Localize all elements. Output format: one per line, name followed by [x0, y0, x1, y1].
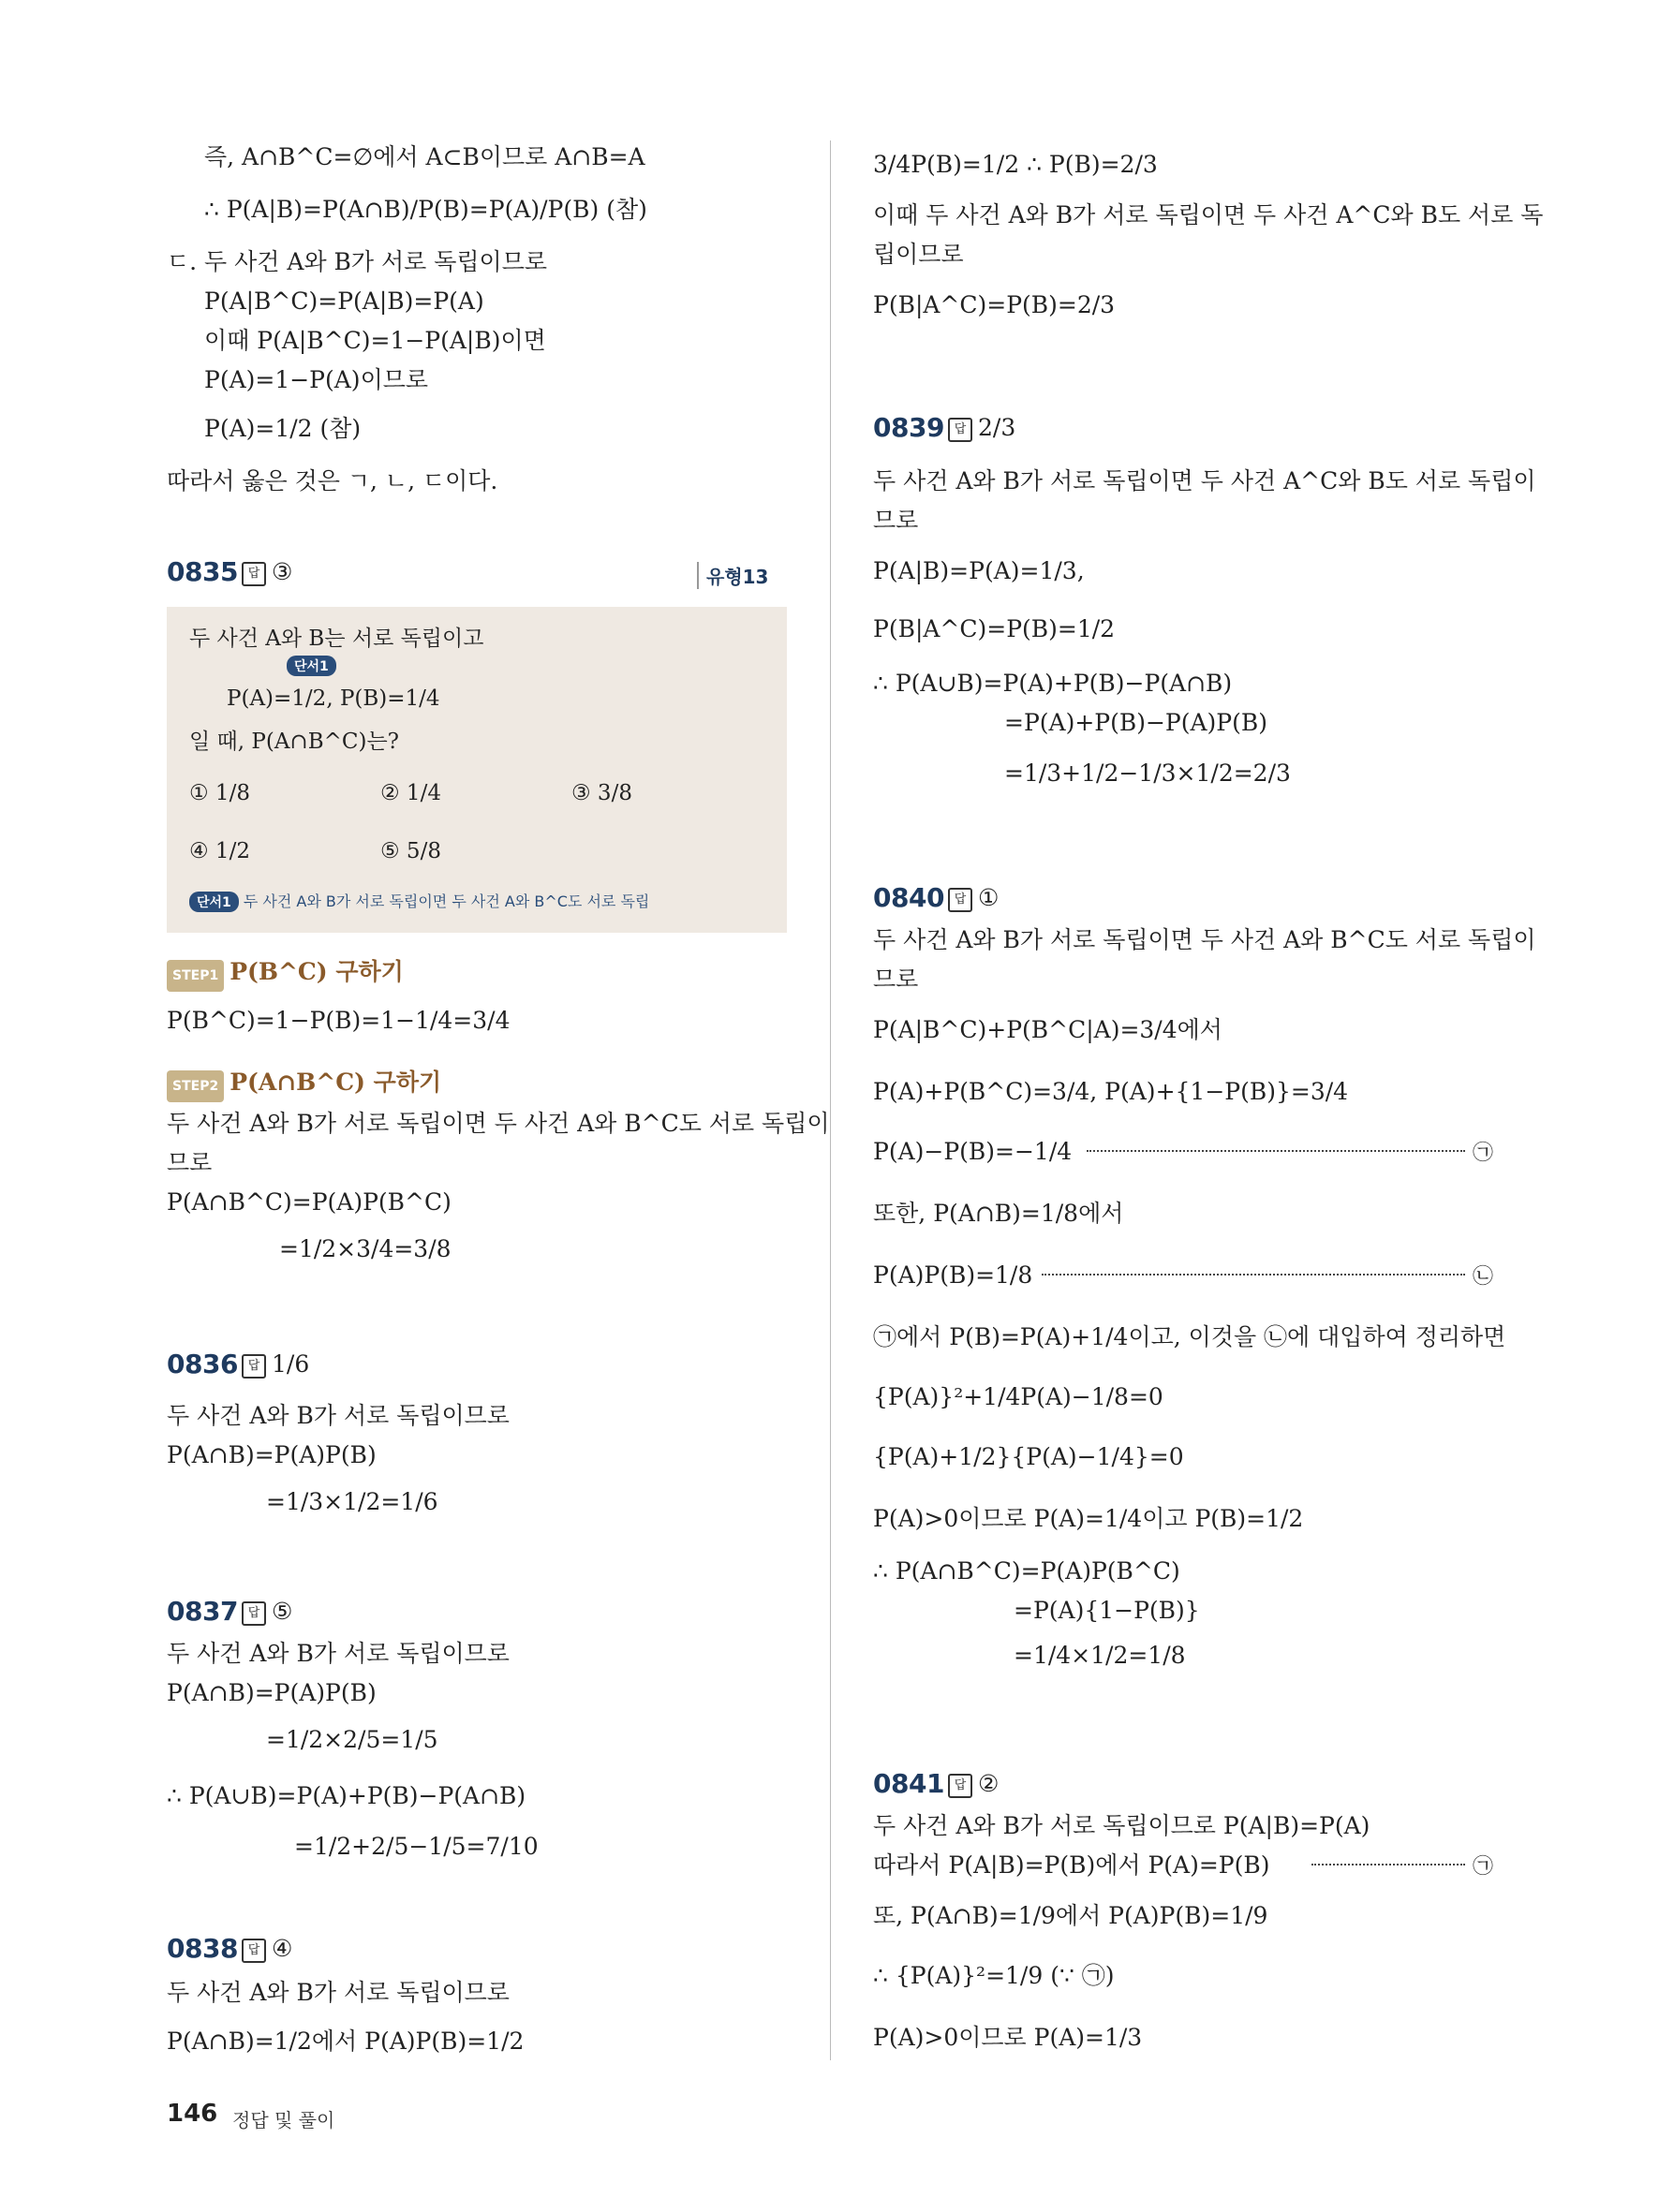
text-line: P(A)>0이므로 P(A)=1/4이고 P(B)=1/2	[873, 1505, 1304, 1532]
text-line: P(A|B)=P(A)=1/3,	[873, 557, 1085, 584]
text-line: P(A)P(B)=1/8	[873, 1261, 1033, 1289]
text-line: =1/2×2/5=1/5	[266, 1726, 438, 1753]
answer: 답 1/6	[242, 1350, 309, 1379]
answer: 답 ②	[948, 1770, 999, 1798]
choice-3[interactable]: ③ 3/8	[571, 781, 632, 805]
text-line: ∴ P(A∩B^C)=P(A)P(B^C)	[873, 1557, 1180, 1585]
answer: 답 ①	[948, 884, 999, 912]
leader-dots	[1087, 1150, 1465, 1152]
text-line: P(A)−P(B)=−1/4	[873, 1138, 1073, 1165]
text-line: P(A)=1−P(A)이므로	[204, 366, 429, 393]
text-line: P(B|A^C)=P(B)=2/3	[873, 291, 1116, 318]
text-line: 이때 P(A|B^C)=1−P(A|B)이면	[204, 327, 546, 354]
marker: ㉠	[1473, 1142, 1494, 1165]
question-line: 일 때, P(A∩B^C)는?	[189, 730, 399, 754]
text-line: ㉠에서 P(B)=P(A)+1/4이고, 이것을 ㉡에 대입하여 정리하면	[873, 1323, 1506, 1350]
text-line: P(A∩B)=P(A)P(B)	[167, 1441, 377, 1468]
problem-number: 0836	[167, 1349, 238, 1379]
text-line: =1/2×3/4=3/8	[279, 1235, 452, 1262]
text-line: 므로	[873, 507, 919, 534]
footer-title: 정답 및 풀이	[232, 2109, 335, 2131]
text-line: P(A∩B)=1/2에서 P(A)P(B)=1/2	[167, 2028, 525, 2055]
text-line: =1/3×1/2=1/6	[266, 1488, 438, 1515]
text-line: ㄷ. 두 사건 A와 B가 서로 독립이므로	[167, 248, 548, 275]
page-number: 146	[167, 2100, 218, 2128]
text-line: =1/2+2/5−1/5=7/10	[294, 1833, 539, 1860]
text-line: ∴ P(A∪B)=P(A)+P(B)−P(A∩B)	[873, 670, 1233, 697]
answer	[242, 558, 292, 586]
text-line: 따라서 옳은 것은 ㄱ, ㄴ, ㄷ이다.	[167, 467, 498, 494]
text-line: P(A)>0이므로 P(A)=1/3	[873, 2024, 1143, 2051]
hint-tag-inline: 단서1	[287, 656, 336, 676]
text-line: 즉, A∩B^C=∅에서 A⊂B이므로 A∩B=A	[204, 143, 645, 170]
choice-4[interactable]: ④ 1/2	[189, 839, 250, 863]
question-line: P(A)=1/2, P(B)=1/4	[227, 686, 440, 711]
text-line: 두 사건 A와 B가 서로 독립이므로 P(A|B)=P(A)	[873, 1812, 1370, 1839]
problem-number: 0839	[873, 412, 944, 443]
text-line: 두 사건 A와 B가 서로 독립이므로	[167, 1979, 510, 2006]
text-line: 립이므로	[873, 241, 964, 268]
text-line: ∴ P(A∪B)=P(A)+P(B)−P(A∩B)	[167, 1782, 526, 1809]
text-line: 이때 두 사건 A와 B가 서로 독립이면 두 사건 A^C와 B도 서로 독	[873, 201, 1544, 229]
text-line: P(A)+P(B^C)=3/4, P(A)+{1−P(B)}=3/4	[873, 1078, 1349, 1105]
text-line: 3/4P(B)=1/2 ∴ P(B)=2/3	[873, 151, 1158, 178]
text-line: 두 사건 A와 B가 서로 독립이면 두 사건 A와 B^C도 서로 독립이	[873, 926, 1536, 953]
text-line: =1/4×1/2=1/8	[1014, 1642, 1186, 1669]
question-line: 두 사건 A와 B는 서로 독립이고	[189, 627, 484, 651]
text-line: =P(A){1−P(B)}	[1014, 1597, 1200, 1624]
answer-badge: 답	[242, 562, 266, 586]
text-line: 므로	[873, 966, 919, 993]
step-heading: STEP2 P(A∩B^C) 구하기	[167, 1068, 441, 1102]
text-line: ∴ {P(A)}²=1/9 (∵ ㉠)	[873, 1962, 1115, 1989]
text-line: =1/3+1/2−1/3×1/2=2/3	[1004, 759, 1291, 787]
text-line: 또, P(A∩B)=1/9에서 P(A)P(B)=1/9	[873, 1902, 1268, 1929]
text-line: {P(A)}²+1/4P(A)−1/8=0	[873, 1383, 1163, 1410]
text-line: {P(A)+1/2}{P(A)−1/4}=0	[873, 1443, 1184, 1470]
text-line: P(A|B^C)+P(B^C|A)=3/4에서	[873, 1016, 1222, 1043]
problem-number: 0835	[167, 556, 238, 587]
text-line: P(B|A^C)=P(B)=1/2	[873, 615, 1116, 642]
text-line: 또한, P(A∩B)=1/8에서	[873, 1200, 1124, 1227]
choice-1[interactable]: ① 1/8	[189, 781, 250, 805]
text-line: P(A)=1/2 (참)	[204, 415, 362, 442]
marker: ㉠	[1473, 1855, 1494, 1879]
column-divider	[830, 140, 831, 2060]
leader-dots	[1042, 1274, 1465, 1276]
type-label: 유형13	[697, 562, 768, 589]
text-line: 두 사건 A와 B가 서로 독립이면 두 사건 A와 B^C도 서로 독립이	[167, 1110, 830, 1137]
text-line: P(B^C)=1−P(B)=1−1/4=3/4	[167, 1007, 511, 1034]
text-line: =P(A)+P(B)−P(A)P(B)	[1004, 709, 1268, 736]
text-line: 두 사건 A와 B가 서로 독립이므로	[167, 1640, 510, 1667]
text-line: 따라서 P(A|B)=P(B)에서 P(A)=P(B)	[873, 1851, 1270, 1879]
text-line: 두 사건 A와 B가 서로 독립이므로	[167, 1402, 510, 1429]
problem-box	[167, 607, 787, 933]
problem-number: 0838	[167, 1933, 238, 1964]
marker: ㉡	[1473, 1265, 1494, 1289]
text-line: P(A∩B^C)=P(A)P(B^C)	[167, 1188, 452, 1216]
text-line: P(A|B^C)=P(A|B)=P(A)	[204, 288, 484, 315]
choice-2[interactable]: ② 1/4	[380, 781, 441, 805]
text-line: 두 사건 A와 B가 서로 독립이면 두 사건 A^C와 B도 서로 독립이	[873, 467, 1536, 494]
answer: 답 ④	[242, 1935, 292, 1963]
problem-number: 0840	[873, 882, 944, 913]
answer-value: ③	[272, 558, 293, 585]
text-line: ∴ P(A|B)=P(A∩B)/P(B)=P(A)/P(B) (참)	[204, 196, 647, 223]
text-line: 므로	[167, 1149, 213, 1176]
leader-dots	[1311, 1864, 1465, 1865]
hint-note: 단서1 두 사건 A와 B가 서로 독립이면 두 사건 A와 B^C도 서로 독립	[189, 890, 649, 912]
text-line: P(A∩B)=P(A)P(B)	[167, 1679, 377, 1706]
answer: 답 ⑤	[242, 1598, 292, 1626]
answer: 답 2/3	[948, 414, 1015, 442]
step-heading: STEP1 P(B^C) 구하기	[167, 957, 404, 992]
problem-number: 0841	[873, 1768, 944, 1799]
problem-number: 0837	[167, 1596, 238, 1627]
choice-5[interactable]: ⑤ 5/8	[380, 839, 441, 863]
